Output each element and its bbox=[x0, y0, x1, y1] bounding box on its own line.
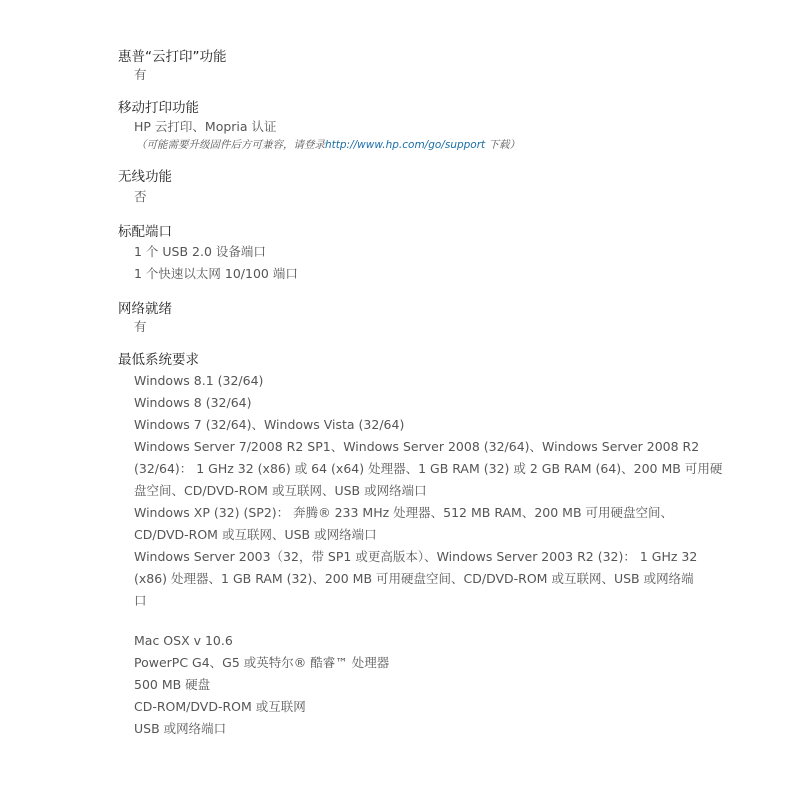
requirement-line: Windows Server 7/2008 R2 SP1、Windows Server 2008 (32/64)、Windows Server 2008 R2 bbox=[134, 439, 700, 454]
firmware-note bbox=[136, 136, 520, 154]
section-heading: 惠普“云打印”功能 bbox=[118, 49, 227, 65]
requirement-line: Windows 8 (32/64) bbox=[134, 395, 252, 410]
section-value: 有 bbox=[134, 319, 147, 334]
requirement-line: CD-ROM/DVD-ROM 或互联网 bbox=[134, 699, 306, 714]
requirement-line: 盘空间、CD/DVD-ROM 或互联网、USB 或网络端口 bbox=[134, 483, 427, 498]
requirement-line: USB 或网络端口 bbox=[134, 721, 227, 736]
support-link[interactable]: http://www.hp.com/go/support bbox=[325, 139, 486, 151]
requirement-line: (x86) 处理器、1 GB RAM (32)、200 MB 可用硬盘空间、CD/DVD-ROM 或互联网、USB 或网络端 bbox=[134, 571, 694, 586]
section-heading: 无线功能 bbox=[118, 169, 172, 185]
section-network-ready bbox=[118, 300, 172, 336]
section-value: HP 云打印、Mopria 认证 bbox=[134, 119, 277, 134]
section-heading: 最低系统要求 bbox=[118, 352, 199, 368]
section-cloud-print bbox=[118, 48, 227, 84]
section-ports bbox=[118, 223, 298, 285]
section-value: 1 个 USB 2.0 设备端口 bbox=[134, 244, 266, 259]
section-value: 1 个快速以太网 10/100 端口 bbox=[134, 266, 298, 281]
requirement-line: 口 bbox=[134, 593, 147, 608]
requirement-line: Windows 8.1 (32/64) bbox=[134, 373, 264, 388]
requirement-line: Windows 7 (32/64)、Windows Vista (32/64) bbox=[134, 417, 405, 432]
section-mobile-print bbox=[118, 99, 520, 154]
section-heading: 移动打印功能 bbox=[118, 100, 199, 116]
note-prefix: （可能需要升级固件后方可兼容，请登录 bbox=[136, 139, 325, 151]
windows-requirements bbox=[118, 370, 722, 612]
section-system-requirements bbox=[118, 351, 722, 740]
requirement-line: Mac OSX v 10.6 bbox=[134, 633, 233, 648]
requirement-line: (32/64)： 1 GHz 32 (x86) 或 64 (x64) 处理器、1 GB RAM (32) 或 2 GB RAM (64)、200 MB 可用硬 bbox=[134, 461, 723, 476]
requirement-line: Windows Server 2003（32，带 SP1 或更高版本）、Windows Server 2003 R2 (32)： 1 GHz 32 bbox=[134, 549, 698, 564]
requirement-line: CD/DVD-ROM 或互联网、USB 或网络端口 bbox=[134, 527, 377, 542]
requirement-line: PowerPC G4、G5 或英特尔® 酷睿™ 处理器 bbox=[134, 655, 390, 670]
requirement-line: 500 MB 硬盘 bbox=[134, 677, 211, 692]
section-value: 否 bbox=[134, 189, 147, 204]
requirement-line: Windows XP (32) (SP2)： 奔腾® 233 MHz 处理器、512 MB RAM、200 MB 可用硬盘空间、 bbox=[134, 505, 674, 520]
note-suffix: 下载） bbox=[488, 139, 520, 151]
section-heading: 网络就绪 bbox=[118, 301, 172, 317]
section-wireless bbox=[118, 168, 172, 208]
mac-requirements bbox=[118, 630, 722, 740]
section-heading: 标配端口 bbox=[118, 224, 172, 240]
section-value: 有 bbox=[134, 67, 147, 82]
